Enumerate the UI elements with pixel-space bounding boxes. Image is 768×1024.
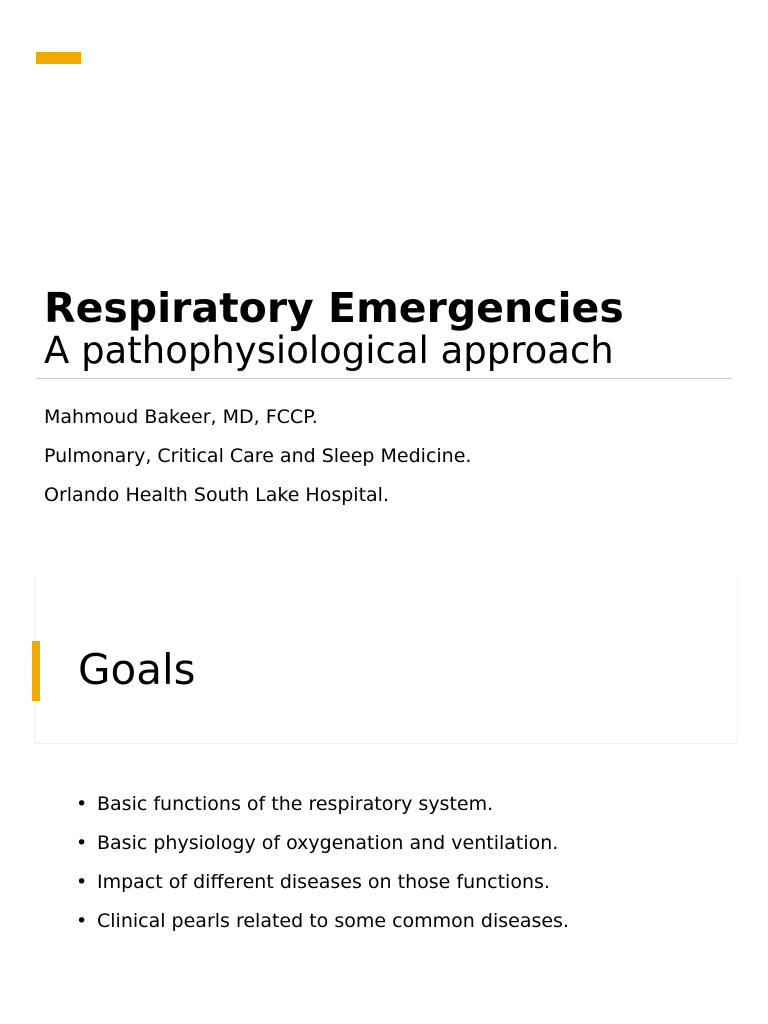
author-affiliation: Orlando Health South Lake Hospital.: [44, 484, 389, 506]
goals-item-text: Basic physiology of oxygenation and ventilation.: [97, 832, 559, 854]
goals-item: [76, 908, 569, 947]
goals-item: [76, 869, 569, 908]
goals-item-text: Impact of different diseases on those functions.: [97, 871, 550, 893]
goals-item-text: Clinical pearls related to some common diseases.: [97, 910, 569, 932]
bullet-icon: •: [76, 832, 88, 854]
title-accent-bar: [36, 52, 81, 64]
author-department: Pulmonary, Critical Care and Sleep Medicine.: [44, 445, 472, 467]
title-divider: [36, 378, 732, 379]
slide-title: Respiratory Emergencies: [44, 284, 624, 332]
author-name: Mahmoud Bakeer, MD, FCCP.: [44, 406, 318, 428]
goals-accent-bar: [32, 641, 40, 701]
bullet-icon: •: [76, 793, 88, 815]
goals-item: [76, 830, 569, 869]
slide-subtitle: A pathophysiological approach: [44, 329, 614, 372]
goals-item: [76, 791, 569, 830]
goals-heading: Goals: [78, 645, 196, 694]
bullet-icon: •: [76, 910, 88, 932]
goals-item-text: Basic functions of the respiratory system.: [97, 793, 494, 815]
bullet-icon: •: [76, 871, 88, 893]
goals-list: [76, 791, 569, 947]
